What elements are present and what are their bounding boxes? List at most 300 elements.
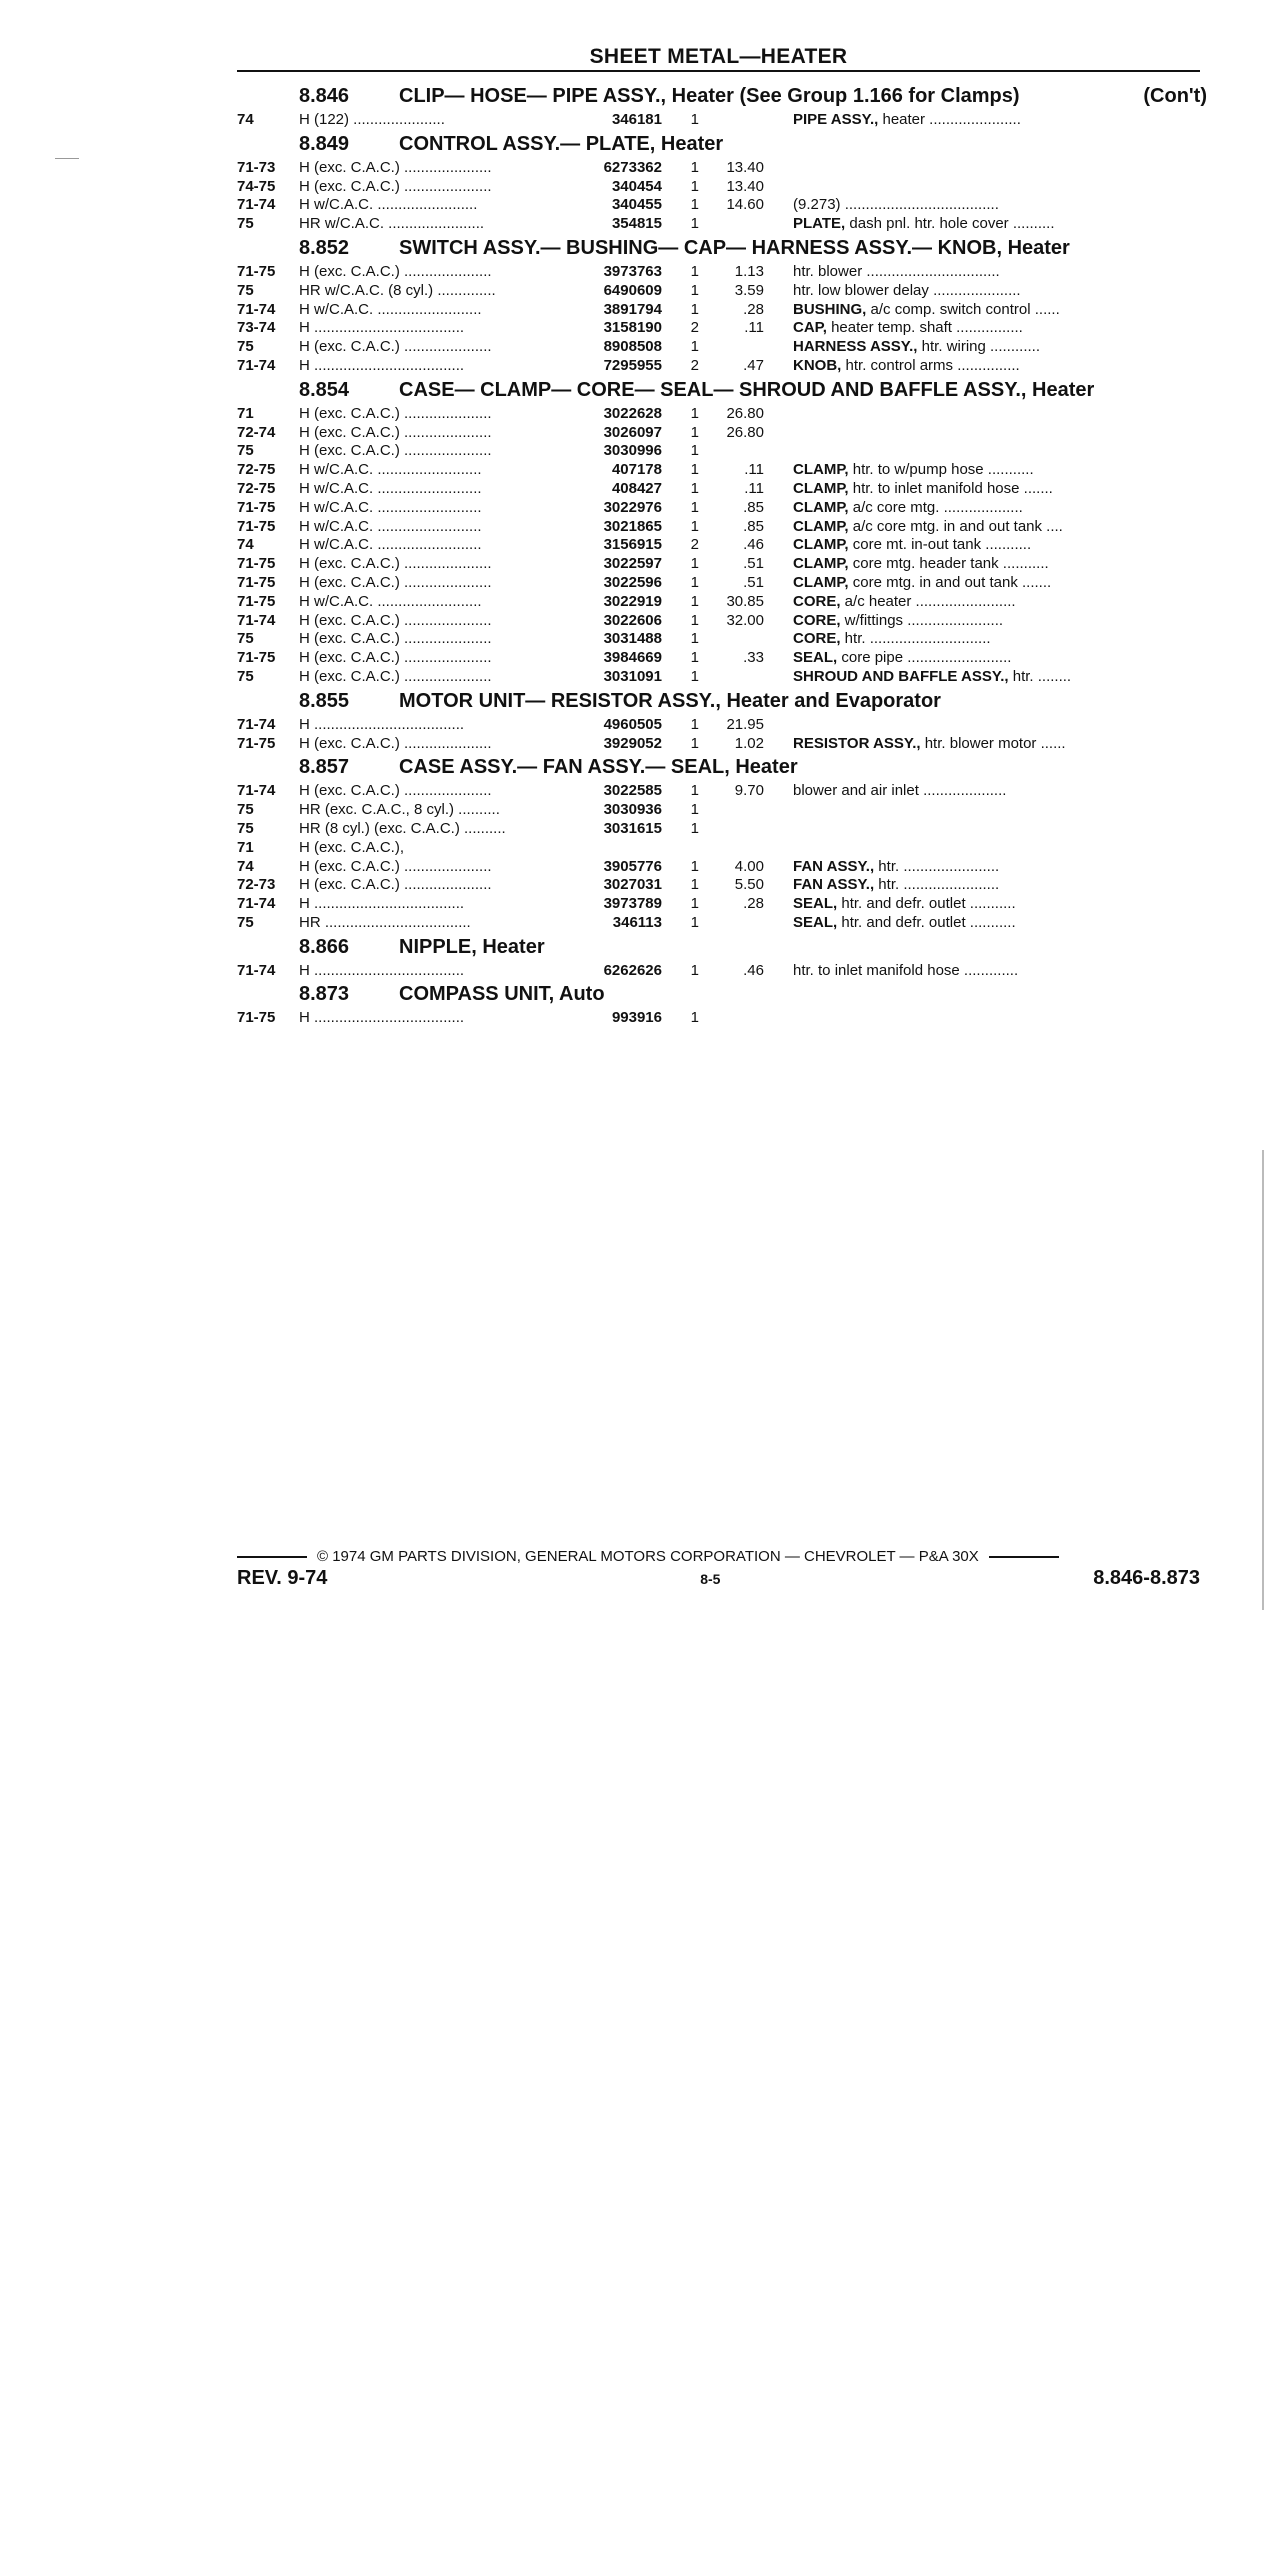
model-year: 71-75 [237,262,276,280]
model-application: H w/C.A.C. ......................... [299,536,482,554]
list-price: .51 [743,555,764,573]
model-year: 71-75 [237,573,276,591]
copyright-text: © 1974 GM PARTS DIVISION, GENERAL MOTORS CORPORATION — CHEVROLET — P&A 30X [317,1548,979,1565]
group-heading [237,756,1207,782]
model-year: 71-74 [237,611,276,629]
list-price: 3.59 [734,281,764,299]
model-year: 71-75 [237,649,276,667]
part-row [237,319,1207,338]
description-detail: core pipe ......................... [837,649,1012,667]
group-heading [237,237,1207,263]
description-detail: core mt. in-out tank ........... [848,536,1032,554]
list-price: 5.50 [734,876,764,894]
model-year: 72-74 [237,423,276,441]
description-detail: htr. and defr. outlet ........... [837,895,1016,913]
list-price: 13.40 [726,177,764,195]
part-number: 3031091 [603,667,662,685]
part-row [237,649,1207,668]
part-description [764,555,1163,572]
quantity: 2 [690,536,699,554]
description-detail: htr. to inlet manifold hose ....... [848,479,1053,497]
model-application: H w/C.A.C. ......................... [299,498,482,516]
footer-rule-right [989,1556,1059,1558]
model-application: H (exc. C.A.C.) ..................... [299,177,492,195]
part-number: 3984669 [603,649,662,667]
part-row [237,499,1207,518]
group-heading [237,936,1207,962]
quantity: 1 [690,895,699,913]
part-description [764,735,1163,752]
model-application: H (exc. C.A.C.) ..................... [299,573,492,591]
model-application: H (exc. C.A.C.) ..................... [299,782,492,800]
model-year: 71-75 [237,517,276,535]
quantity: 1 [690,801,699,819]
part-number: 346113 [612,913,662,931]
model-application: H (exc. C.A.C.) ..................... [299,555,492,573]
model-application: H (exc. C.A.C.) ..................... [299,423,492,441]
part-row [237,1009,1207,1028]
part-row [237,593,1207,612]
part-description [764,357,1163,374]
part-row [237,630,1207,649]
part-description [764,782,1163,799]
model-year: 71-74 [237,356,276,374]
part-number: 6262626 [603,961,662,979]
copyright-line [237,1548,1200,1565]
quantity: 1 [690,555,699,573]
model-application: H w/C.A.C. ......................... [299,461,482,479]
continued-label: (Con't) [1143,85,1207,107]
list-price: .11 [744,479,764,497]
list-price: .28 [743,895,764,913]
part-number: 8908508 [603,338,662,356]
quantity: 1 [690,338,699,356]
list-price: .11 [744,319,764,337]
quantity: 1 [690,961,699,979]
group-number: 8.873 [299,983,350,1006]
part-row [237,839,1207,858]
part-row [237,782,1207,801]
description-detail: core mtg. header tank ........... [848,555,1049,573]
quantity: 1 [690,404,699,422]
group-number: 8.857 [299,756,350,779]
quantity: 1 [690,158,699,176]
part-description [764,593,1163,610]
part-row [237,424,1207,443]
group-number: 8.852 [299,236,350,259]
part-description [764,876,1163,893]
part-description [764,480,1163,497]
model-application: H (exc. C.A.C.) ..................... [299,262,492,280]
model-application: HR (exc. C.A.C., 8 cyl.) .......... [299,801,500,819]
model-application: H (exc. C.A.C.) ..................... [299,158,492,176]
part-number: 3929052 [603,734,662,752]
model-year: 71-75 [237,555,276,573]
part-row [237,612,1207,631]
model-year: 71-74 [237,196,276,214]
model-application: H .................................... [299,356,465,374]
model-year: 72-73 [237,876,276,894]
sheet-title: SHEET METAL—HEATER [589,45,848,68]
part-description [764,282,1163,299]
part-description [764,301,1163,318]
group-heading [237,85,1207,111]
page-footer [237,1548,1200,1590]
group-title: CONTROL ASSY.— PLATE, Heater [399,132,724,155]
group-title: NIPPLE, Heater [399,935,545,958]
group-heading [237,379,1207,405]
group-number: 8.846 [299,85,350,107]
description-detail: htr. ........ [1008,667,1072,685]
part-number: 3022628 [603,404,662,422]
part-row [237,858,1207,877]
description-detail: htr. ....................... [874,857,1000,875]
list-price: 4.00 [734,857,764,875]
list-price: 13.40 [726,158,764,176]
description-name: FAN ASSY., [793,876,875,894]
part-number: 3021865 [603,517,662,535]
part-number: 7295955 [603,356,662,374]
quantity: 1 [690,782,699,800]
model-year: 75 [237,215,254,233]
quantity: 1 [690,177,699,195]
description-detail: a/c core mtg. in and out tank .... [848,517,1063,535]
part-number: 3030996 [603,442,662,460]
description-detail: w/fittings ....................... [840,611,1004,629]
part-row [237,962,1207,981]
part-number: 3022585 [603,782,662,800]
group-range: 8.846-8.873 [1093,1567,1200,1589]
part-number: 6273362 [603,158,662,176]
part-description [764,895,1163,912]
part-number: 3026097 [603,423,662,441]
part-description [764,630,1163,647]
model-year: 72-75 [237,461,276,479]
quantity: 1 [690,913,699,931]
part-number: 3156915 [603,536,662,554]
group-title: SWITCH ASSY.— BUSHING— CAP— HARNESS ASSY.— KNOB, Heater [399,236,1070,259]
part-description [764,649,1163,666]
model-year: 71-74 [237,782,276,800]
model-application: H w/C.A.C. ......................... [299,300,482,318]
part-description [764,858,1163,875]
list-price: .85 [743,517,764,535]
model-year: 72-75 [237,479,276,497]
quantity: 1 [690,281,699,299]
group-heading [237,690,1207,716]
group-title: MOTOR UNIT— RESISTOR ASSY., Heater and Evaporator [399,689,941,712]
part-row [237,895,1207,914]
description-detail: core mtg. in and out tank ....... [848,573,1052,591]
part-row [237,735,1207,754]
model-year: 75 [237,630,254,648]
part-number: 3158190 [603,319,662,337]
part-number: 3031488 [603,630,662,648]
part-number: 3022919 [603,592,662,610]
description-name: CLAMP, [793,517,849,535]
part-row [237,111,1207,130]
quantity: 1 [690,479,699,497]
part-number: 340455 [611,196,662,214]
part-description [764,612,1163,629]
footer-rule-left [237,1556,307,1558]
part-row [237,461,1207,480]
model-application: H w/C.A.C. ........................ [299,196,478,214]
model-application: H (exc. C.A.C.) ..................... [299,734,492,752]
quantity: 1 [690,196,699,214]
description-detail: htr. and defr. outlet ........... [837,913,1016,931]
model-application: H (exc. C.A.C.) ..................... [299,404,492,422]
quantity: 2 [690,356,699,374]
quantity: 1 [690,573,699,591]
group-number: 8.854 [299,378,350,401]
part-description [764,914,1163,931]
model-application: H (exc. C.A.C.) ..................... [299,876,492,894]
part-description [764,111,1163,128]
model-year: 73-74 [237,319,276,337]
part-row [237,263,1207,282]
model-year: 74 [237,536,254,554]
part-number: 3905776 [603,857,662,875]
description-detail: (9.273) ..................................... [793,196,999,214]
scan-artifact-line [1262,1150,1264,1610]
model-application: H .................................... [299,715,465,733]
description-detail: a/c core mtg. ................... [848,498,1023,516]
group-number: 8.849 [299,132,350,155]
model-year: 71-75 [237,1009,276,1027]
model-application: HR ................................... [299,913,471,931]
scan-artifact-mark [55,158,79,159]
list-price: 1.02 [734,734,764,752]
part-description [764,499,1163,516]
model-year: 71-75 [237,734,276,752]
description-detail: htr. low blower delay ..................... [793,281,1021,299]
list-price: .47 [743,356,764,374]
model-year: 75 [237,281,254,299]
part-number: 3022976 [603,498,662,516]
model-application: H .................................... [299,1009,465,1027]
part-row [237,518,1207,537]
quantity: 1 [690,262,699,280]
part-row [237,405,1207,424]
part-row [237,338,1207,357]
part-row [237,914,1207,933]
quantity: 1 [690,667,699,685]
part-number: 3891794 [603,300,662,318]
quantity: 1 [690,111,699,128]
model-application: H .................................... [299,319,465,337]
quantity: 1 [690,498,699,516]
part-number: 3973789 [603,895,662,913]
group-title: CASE— CLAMP— CORE— SEAL— SHROUD AND BAFFLE ASSY., Heater [399,378,1095,401]
part-row [237,574,1207,593]
description-name: CLAMP, [793,479,849,497]
description-name: SEAL, [793,649,838,667]
part-row [237,442,1207,461]
part-description [764,215,1163,232]
list-price: 32.00 [726,611,764,629]
group-heading [237,133,1207,159]
description-detail: htr. blower ................................ [793,262,1000,280]
part-description [764,518,1163,535]
quantity: 1 [690,876,699,894]
list-price: 26.80 [726,404,764,422]
part-description [764,263,1163,280]
part-row [237,820,1207,839]
part-row [237,876,1207,895]
quantity: 1 [690,819,699,837]
description-detail: htr. control arms ............... [841,356,1020,374]
description-name: BUSHING, [793,300,867,318]
model-year: 75 [237,442,254,460]
model-application: H (exc. C.A.C.) ..................... [299,630,492,648]
description-name: RESISTOR ASSY., [793,734,921,752]
part-row [237,801,1207,820]
quantity: 1 [690,423,699,441]
model-application: H .................................... [299,961,465,979]
quantity: 1 [690,857,699,875]
part-row [237,668,1207,687]
description-name: SEAL, [793,895,838,913]
list-price: .11 [744,461,764,479]
model-year: 75 [237,801,254,819]
model-year: 71-73 [237,158,276,176]
description-detail: htr. blower motor ...... [920,734,1066,752]
list-price: 1.13 [734,262,764,280]
part-row [237,480,1207,499]
group-title: CLIP— HOSE— PIPE ASSY., Heater (See Group 1.166 for Clamps) [399,85,1020,107]
part-row [237,282,1207,301]
model-application: H w/C.A.C. ......................... [299,479,482,497]
quantity: 1 [690,592,699,610]
description-name: CLAMP, [793,498,849,516]
part-number: 3027031 [603,876,662,894]
description-detail: heater temp. shaft ................ [826,319,1023,337]
description-detail: htr. wiring ............ [917,338,1041,356]
title-rule [237,70,1200,72]
description-name: CLAMP, [793,461,849,479]
part-number: 3022597 [603,555,662,573]
model-application: HR w/C.A.C. (8 cyl.) .............. [299,281,496,299]
description-detail: htr. to w/pump hose ........... [848,461,1034,479]
part-row [237,159,1207,178]
list-price: .33 [743,649,764,667]
model-year: 75 [237,913,254,931]
model-application: H (exc. C.A.C.), [299,838,405,856]
description-name: FAN ASSY., [793,857,875,875]
list-price: 26.80 [726,423,764,441]
description-name: PIPE ASSY., [793,111,879,128]
description-name: CAP, [793,319,827,337]
group-number: 8.866 [299,935,350,958]
part-row [237,178,1207,197]
description-name: SHROUD AND BAFFLE ASSY., [793,667,1009,685]
quantity: 1 [690,442,699,460]
part-row [237,196,1207,215]
description-detail: heater ...................... [878,111,1021,128]
model-application: H (exc. C.A.C.) ..................... [299,442,492,460]
description-name: HARNESS ASSY., [793,338,918,356]
quantity: 1 [690,1009,699,1027]
model-application: H (exc. C.A.C.) ..................... [299,667,492,685]
model-year: 75 [237,667,254,685]
list-price: 14.60 [726,196,764,214]
model-year: 74-75 [237,177,276,195]
quantity: 1 [690,649,699,667]
model-application: HR (8 cyl.) (exc. C.A.C.) .......... [299,819,506,837]
model-year: 74 [237,111,254,128]
part-row [237,555,1207,574]
part-description [764,536,1163,553]
part-description [764,196,1163,213]
list-price: .28 [743,300,764,318]
quantity: 1 [690,517,699,535]
description-name: CLAMP, [793,573,849,591]
quantity: 1 [690,734,699,752]
model-year: 71 [237,404,254,422]
model-year: 75 [237,819,254,837]
part-row [237,301,1207,320]
description-detail: dash pnl. htr. hole cover .......... [845,215,1055,233]
quantity: 2 [690,319,699,337]
description-name: PLATE, [793,215,846,233]
part-row [237,716,1207,735]
parts-listing [237,82,1207,1028]
quantity: 1 [690,300,699,318]
part-description [764,338,1163,355]
part-number: 993916 [611,1009,662,1027]
description-detail: htr. ....................... [874,876,1000,894]
group-heading [237,983,1207,1009]
model-year: 71 [237,838,254,856]
part-number: 340454 [611,177,662,195]
model-application: HR w/C.A.C. ....................... [299,215,485,233]
part-number: 3022606 [603,611,662,629]
description-name: CLAMP, [793,536,849,554]
quantity: 1 [690,461,699,479]
part-description [764,668,1163,685]
footer-info-row [237,1567,1200,1590]
description-detail: htr. ............................. [840,630,991,648]
model-year: 71-74 [237,715,276,733]
part-description [764,461,1163,478]
part-number: 354815 [611,215,662,233]
model-application: H (exc. C.A.C.) ..................... [299,338,492,356]
part-number: 346181 [611,111,662,128]
model-application: H (exc. C.A.C.) ..................... [299,649,492,667]
revision-label: REV. 9-74 [237,1567,328,1589]
quantity: 1 [690,715,699,733]
quantity: 1 [690,630,699,648]
model-year: 71-75 [237,498,276,516]
model-application: H w/C.A.C. ......................... [299,592,482,610]
part-number: 3030936 [603,801,662,819]
model-year: 75 [237,338,254,356]
model-application: H (122) ...................... [299,111,445,128]
part-row [237,536,1207,555]
quantity: 1 [690,215,699,233]
description-detail: htr. to inlet manifold hose ............. [793,961,1019,979]
description-name: CORE, [793,611,841,629]
model-application: H (exc. C.A.C.) ..................... [299,857,492,875]
page-number: 8-5 [700,1571,721,1587]
part-number: 3973763 [603,262,662,280]
part-number: 6490609 [603,281,662,299]
description-detail: a/c heater ........................ [840,592,1016,610]
list-price: .85 [743,498,764,516]
group-title: CASE ASSY.— FAN ASSY.— SEAL, Heater [399,756,798,779]
model-year: 71-74 [237,961,276,979]
